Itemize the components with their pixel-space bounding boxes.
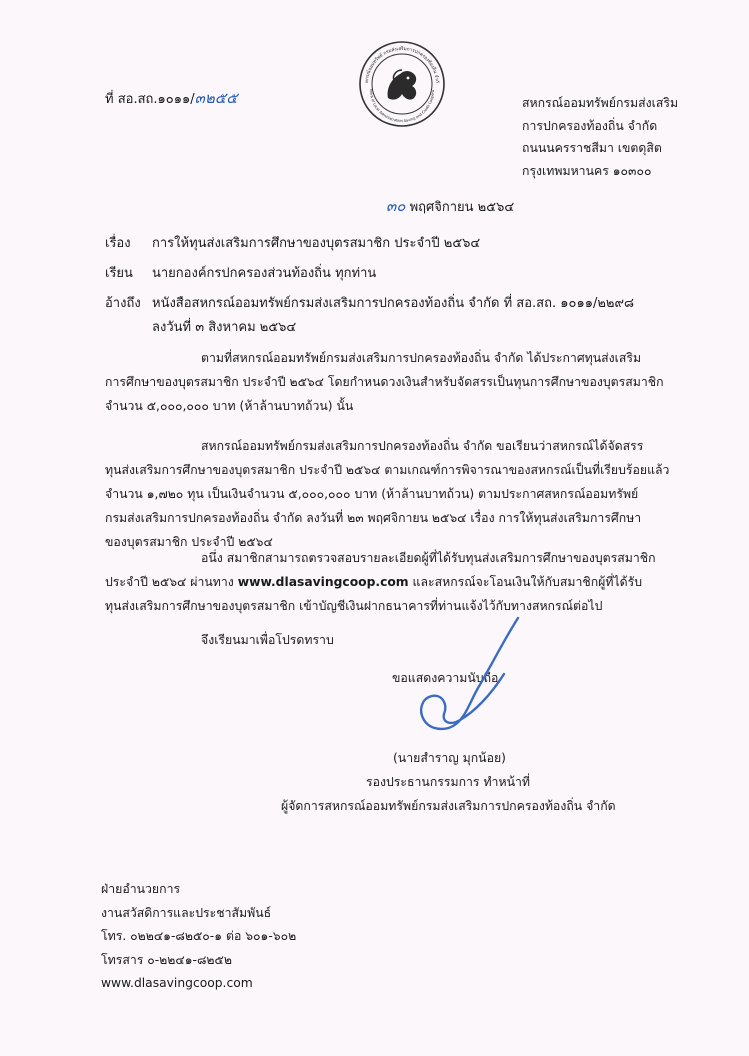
signatory-position-line2: ผู้จัดการสหกรณ์ออมทรัพย์กรมส่งเสริมการปกครองท้องถิ่น จำกัด	[281, 799, 616, 813]
paragraph-line: สหกรณ์ออมทรัพย์กรมส่งเสริมการปกครองท้องถิ่น จำกัด ขอเรียนว่าสหกรณ์ได้จัดสรร	[201, 439, 644, 453]
paragraph-line: ทุนส่งเสริมการศึกษาของบุตรสมาชิก ประจำปี ๒๕๖๔ ตามเกณฑ์การพิจารณาของสหกรณ์เป็นที่เรียบร้อยแล้ว	[105, 463, 670, 477]
svg-text:สหกรณ์ออมทรัพย์ กรมส่งเสริมการ: หกรณ์ออมทรัพย์ กรมส่งเสริมการปกครองท้องถิ่น จำกั	[364, 46, 440, 84]
footer-phone: โทร. ๐๒๒๔๑-๘๒๕๐-๑ ต่อ ๖๐๑-๖๐๒	[101, 929, 297, 943]
to-value: นายกองค์กรปกครองส่วนท้องถิ่น ทุกท่าน	[152, 266, 377, 281]
paragraph-line: ทุนส่งเสริมการศึกษาของบุตรสมาชิก เข้าบัญชีเงินฝากธนาคารที่ท่านแจ้งไว้กับทางสหกรณ์ต่อไป	[105, 599, 603, 613]
organization-address	[522, 92, 678, 182]
letter-date	[386, 198, 514, 216]
body-paragraph-1	[105, 346, 695, 418]
reference-number-handwritten: ๓๒๕๕	[194, 89, 238, 107]
signatory-name: (นายสำราญ มุกน้อย)	[393, 751, 506, 765]
address-line: การปกครองท้องถิ่น จำกัด	[522, 118, 658, 133]
paragraph-line: การศึกษาของบุตรสมาชิก ประจำปี ๒๕๖๔ โดยกำหนดวงเงินสำหรับจัดสรรเป็นทุนการศึกษาของบุตรสมาชิก	[105, 375, 664, 389]
svg-text:The Department of Local Admini: ment of Local Administration Saving and Credit Coopera	[368, 88, 436, 124]
handwritten-signature	[408, 612, 528, 742]
address-line: สหกรณ์ออมทรัพย์กรมส่งเสริม	[522, 96, 679, 110]
subject-label: เรื่อง	[105, 236, 131, 251]
paragraph-line	[105, 570, 695, 594]
paragraph-line: ของบุตรสมาชิก ประจำปี ๒๕๖๔	[105, 535, 273, 549]
date-month-year: พฤศจิกายน ๒๕๖๔	[409, 200, 515, 215]
footer-fax: โทรสาร ๐-๒๒๔๑-๘๒๕๒	[101, 952, 232, 967]
organization-seal	[358, 40, 446, 128]
subject-value: การให้ทุนส่งเสริมการศึกษาของบุตรสมาชิก ประจำปี ๒๕๖๔	[152, 236, 481, 251]
reference-value-line1: หนังสือสหกรณ์ออมทรัพย์กรมส่งเสริมการปกครองท้องถิ่น จำกัด ที่ สอ.สถ. ๑๐๑๑/๒๒๙๘	[152, 296, 635, 311]
paragraph-line: ตามที่สหกรณ์ออมทรัพย์กรมส่งเสริมการปกครองท้องถิ่น จำกัด ได้ประกาศทุนส่งเสริม	[201, 351, 642, 365]
footer-website-link[interactable]: www.dlasavingcoop.com	[101, 976, 253, 990]
to-label: เรียน	[105, 266, 133, 281]
footer-department: ฝ่ายอำนวยการ	[101, 882, 181, 896]
closing-request: จึงเรียนมาเพื่อโปรดทราบ	[201, 633, 334, 647]
paragraph-line: จำนวน ๑,๗๒๐ ทุน เป็นเงินจำนวน ๕,๐๐๐,๐๐๐ บาท (ห้าล้านบาทถ้วน) ตามประกาศสหกรณ์ออมทรัพย์	[105, 487, 639, 501]
paragraph-text: ประจำปี ๒๕๖๔ ผ่านทาง	[105, 575, 238, 589]
paragraph-line: อนึ่ง สมาชิกสามารถตรวจสอบรายละเอียดผู้ที่ได้รับทุนส่งเสริมการศึกษาของบุตรสมาชิก	[201, 551, 656, 565]
reference-number	[105, 90, 237, 108]
body-paragraph-2	[105, 434, 695, 554]
footer-contact	[101, 878, 296, 996]
signatory-position-line1: รองประธานกรรมการ ทำหน้าที่	[366, 775, 530, 789]
address-line: ถนนนครราชสีมา เขตดุสิต	[522, 141, 662, 155]
reference-label: อ้างถึง	[105, 296, 141, 311]
reference-value-line2: ลงวันที่ ๓ สิงหาคม ๒๕๖๔	[152, 320, 297, 335]
date-day-handwritten: ๓๐	[386, 197, 406, 215]
paragraph-text: และสหกรณ์จะโอนเงินให้กับสมาชิกผู้ที่ได้รับ	[408, 575, 643, 589]
website-link[interactable]: www.dlasavingcoop.com	[237, 575, 409, 589]
salutation: ขอแสดงความนับถือ	[392, 671, 499, 685]
reference-prefix: ที่ สอ.สถ.๑๐๑๑/	[105, 92, 195, 107]
address-line: กรุงเทพมหานคร ๑๐๓๐๐	[522, 163, 652, 178]
footer-section: งานสวัสดิการและประชาสัมพันธ์	[101, 905, 272, 920]
paragraph-line: กรมส่งเสริมการปกครองท้องถิ่น จำกัด ลงวันที่ ๒๓ พฤศจิกายน ๒๕๖๔ เรื่อง การให้ทุนส่งเสริมการศึกษา	[105, 511, 642, 525]
paragraph-line: จำนวน ๕,๐๐๐,๐๐๐ บาท (ห้าล้านบาทถ้วน) นั้น	[105, 399, 354, 413]
body-paragraph-3	[105, 546, 695, 618]
